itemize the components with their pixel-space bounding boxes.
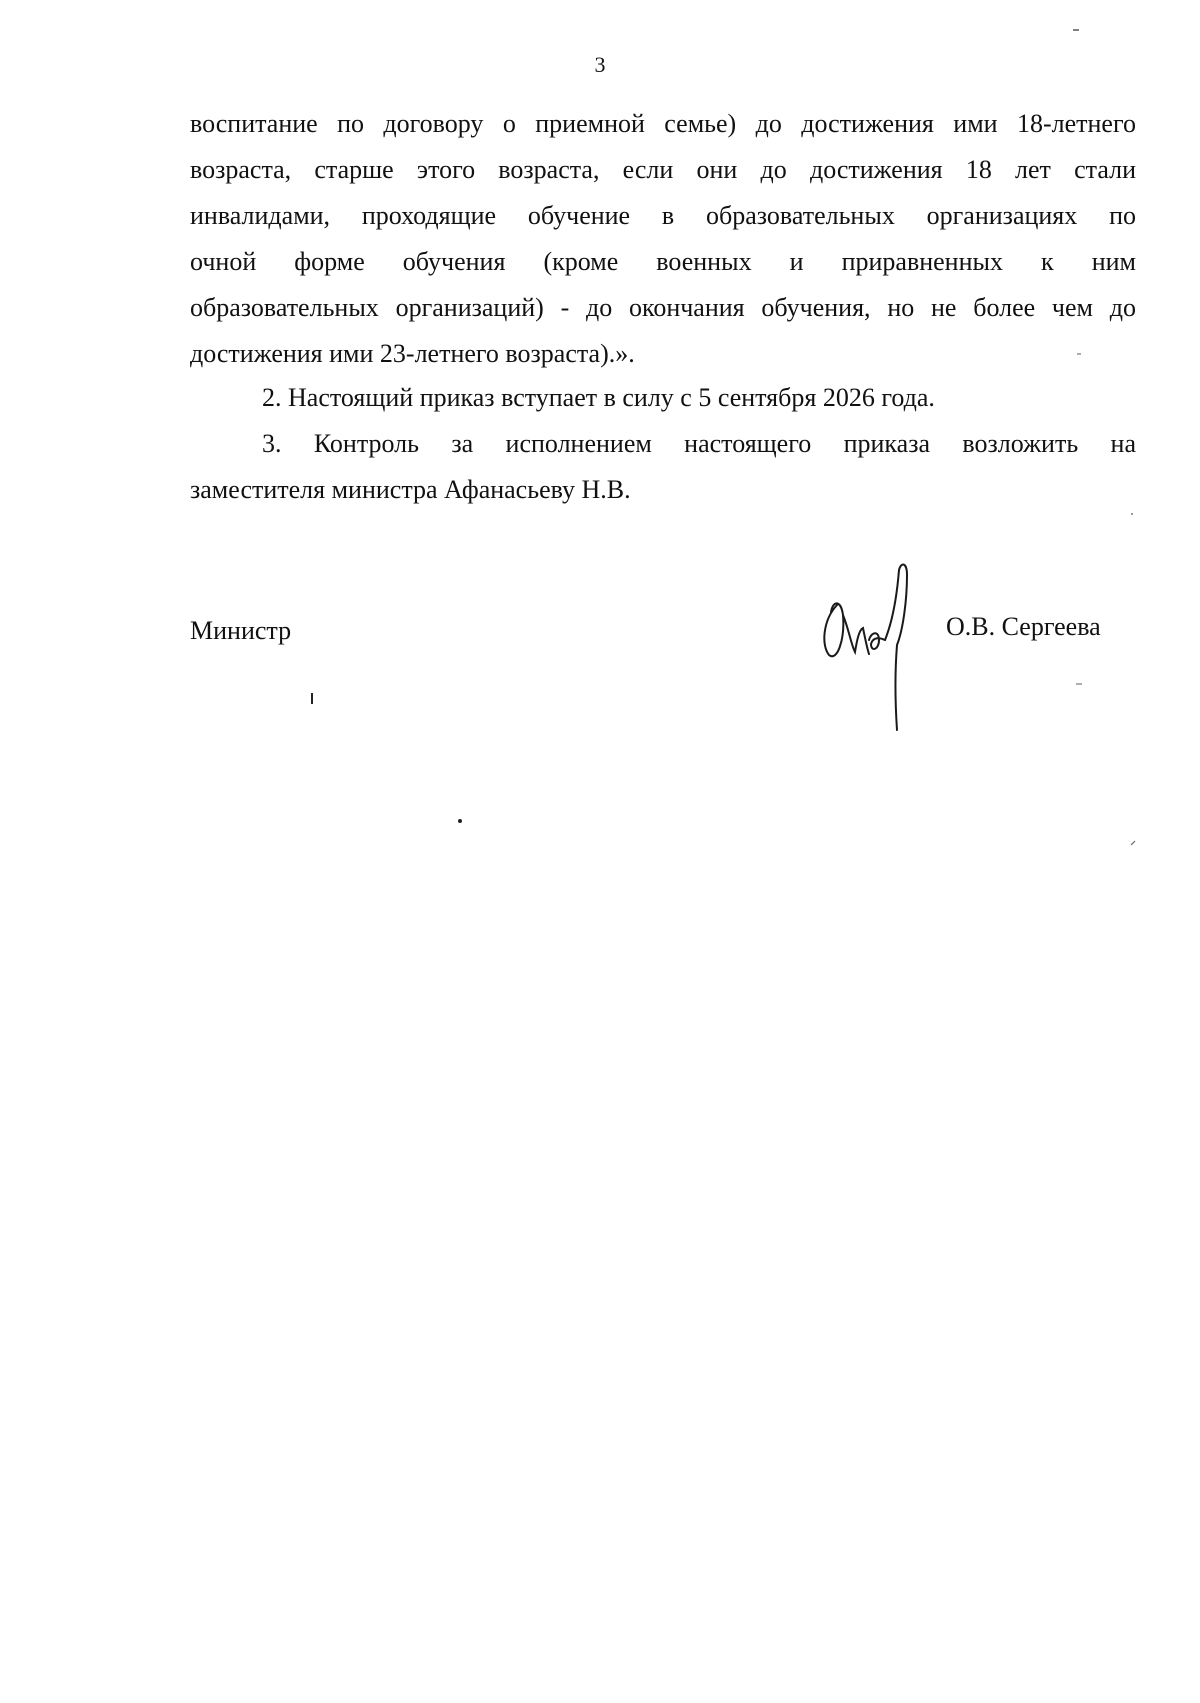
scan-speck bbox=[1075, 682, 1083, 686]
text-line: очной форме обучения (кроме военных и приравненных к ним bbox=[190, 247, 1136, 276]
handwritten-signature bbox=[815, 560, 935, 740]
text-line: инвалидами, проходящие обучение в образовательных организациях по bbox=[190, 201, 1136, 230]
text-line: заместителя министра Афанасьеву Н.В. bbox=[190, 475, 631, 504]
scan-speck bbox=[457, 818, 463, 824]
scan-speck bbox=[1076, 352, 1082, 356]
text-line: образовательных организаций) - до окончания обучения, но не более чем до bbox=[190, 293, 1136, 322]
scan-speck bbox=[1130, 840, 1136, 846]
scan-speck bbox=[1072, 28, 1080, 32]
signatory-title: Министр bbox=[190, 616, 292, 645]
text-line: 3. Контроль за исполнением настоящего приказа возложить на bbox=[262, 429, 1136, 458]
paragraph-effective-date bbox=[190, 375, 1136, 421]
text-line: 2. Настоящий приказ вступает в силу с 5 сентября 2026 года. bbox=[262, 383, 935, 412]
text-line: достижения ими 23-летнего возраста).». bbox=[190, 339, 635, 368]
text-line: воспитание по договору о приемной семье) до достижения ими 18-летнего bbox=[190, 109, 1136, 138]
text-line: возраста, старше этого возраста, если они до достижения 18 лет стали bbox=[190, 155, 1136, 184]
paragraph-control bbox=[190, 421, 1136, 513]
paragraph-continuation bbox=[190, 101, 1136, 377]
scan-speck bbox=[310, 692, 314, 706]
page-number: 3 bbox=[594, 52, 606, 77]
scan-speck bbox=[1130, 512, 1134, 516]
signatory-name: О.В. Сергеева bbox=[946, 612, 1101, 641]
